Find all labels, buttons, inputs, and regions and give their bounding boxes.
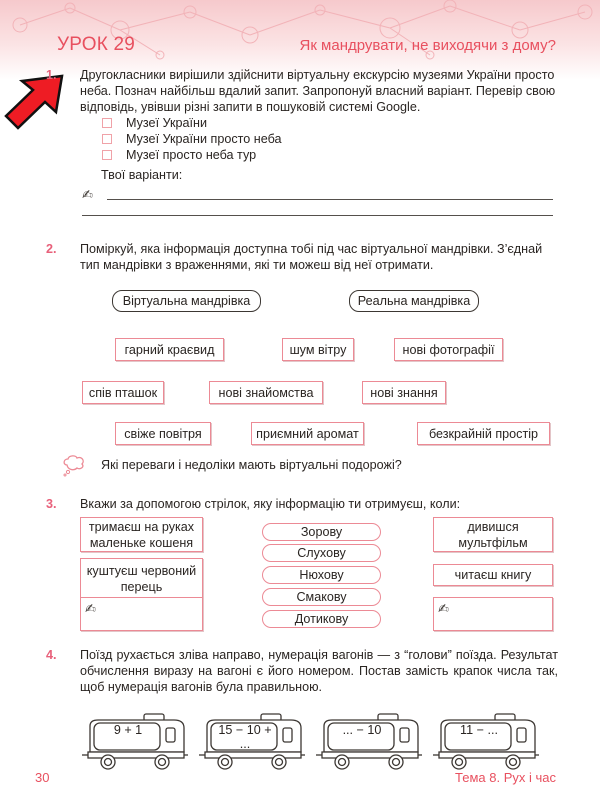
task-2 bbox=[46, 241, 558, 273]
impression-box[interactable]: спів пташок bbox=[82, 381, 164, 404]
task-3-text: 3. Вкажи за допомогою стрілок, яку інформацію ти отримуєш, коли: bbox=[46, 497, 461, 511]
impression-box[interactable]: безкрайній простір bbox=[417, 422, 550, 445]
task-2-text: 2. Поміркуй, яка інформація доступна тобі під час віртуальної мандрівки. З’єднай тип мандрівки з враженнями, які ти можеш від неї отримати. bbox=[46, 242, 543, 272]
lesson-number: УРОК 29 bbox=[57, 34, 135, 55]
wagon-expression[interactable]: 15 − 10 + ... bbox=[218, 723, 272, 751]
wagon-4 bbox=[433, 712, 539, 770]
sense-dotykova[interactable]: Дотикову bbox=[262, 610, 381, 628]
answer-line-2[interactable] bbox=[82, 215, 553, 216]
impression-box[interactable]: нові знання bbox=[362, 381, 446, 404]
discussion-question: Які переваги і недоліки мають віртуальні подорожі? bbox=[101, 458, 402, 472]
pencil-icon: ✍ bbox=[82, 187, 93, 202]
train-wagon-icon bbox=[433, 712, 539, 770]
situation-box[interactable]: читаєш книгу bbox=[433, 564, 553, 586]
sense-smakova[interactable]: Смакову bbox=[262, 588, 381, 606]
sense-zorova[interactable]: Зорову bbox=[262, 523, 381, 541]
situation-box[interactable]: дивишся мультфільм bbox=[433, 517, 553, 552]
lesson-title: Як мандрувати, не виходячи з дому? bbox=[299, 37, 556, 54]
pencil-icon: ✍ bbox=[438, 601, 449, 616]
checkbox[interactable] bbox=[102, 150, 112, 160]
impression-box[interactable]: шум вітру bbox=[282, 338, 354, 361]
impression-box[interactable]: гарний краєвид bbox=[115, 338, 224, 361]
sense-nyuhova[interactable]: Нюхову bbox=[262, 566, 381, 584]
variants-label: Твої варіанти: bbox=[101, 168, 183, 182]
wagon-expression[interactable]: 11 − ... bbox=[460, 723, 498, 737]
checkbox[interactable] bbox=[102, 118, 112, 128]
answer-line-1[interactable] bbox=[107, 199, 553, 200]
blank-situation-box[interactable] bbox=[433, 597, 553, 631]
page-number: 30 bbox=[35, 770, 50, 785]
task-3 bbox=[46, 496, 558, 512]
train-wagon-icon bbox=[82, 712, 188, 770]
wagon-expression: 9 + 1 bbox=[113, 723, 143, 737]
task-1 bbox=[46, 67, 558, 115]
wagon-3 bbox=[316, 712, 422, 770]
situation-box[interactable]: тримаєш на руках маленьке кошеня bbox=[80, 517, 203, 552]
impression-box[interactable]: приємний аромат bbox=[251, 422, 364, 445]
wagon-1 bbox=[82, 712, 188, 770]
sense-sluhova[interactable]: Слухову bbox=[262, 544, 381, 562]
impression-box[interactable]: нові фотографії bbox=[394, 338, 503, 361]
task-4 bbox=[46, 647, 558, 695]
wagon-2 bbox=[199, 712, 305, 770]
train-wagon-icon bbox=[316, 712, 422, 770]
task-4-text: 4. Поїзд рухається зліва направо, нумерація вагонів — з “голови” поїзда. Результат обчислення виразу на вагоні є його номером. Постав замість крапок числа так, щоб нумерація вагонів була правильною. bbox=[46, 648, 558, 694]
checkbox[interactable] bbox=[102, 134, 112, 144]
impression-box[interactable]: свіже повітря bbox=[115, 422, 211, 445]
theme-label: Тема 8. Рух і час bbox=[455, 770, 556, 785]
option-1[interactable]: Музеї України bbox=[102, 116, 207, 130]
red-pointer-arrow-icon bbox=[4, 72, 66, 132]
virtual-trip-pill[interactable]: Віртуальна мандрівка bbox=[112, 290, 261, 312]
pencil-icon: ✍ bbox=[85, 601, 96, 616]
wagon-expression[interactable]: ... − 10 bbox=[342, 723, 382, 737]
situation-box[interactable]: куштуєш червоний перець bbox=[80, 558, 203, 600]
option-2[interactable]: Музеї України просто неба bbox=[102, 132, 282, 146]
thought-bubble-icon bbox=[62, 455, 86, 477]
real-trip-pill[interactable]: Реальна мандрівка bbox=[349, 290, 479, 312]
impression-box[interactable]: нові знайомства bbox=[209, 381, 323, 404]
blank-situation-box[interactable] bbox=[80, 597, 203, 631]
task-1-text: 1. Другокласники вирішили здійснити віртуальну екскурсію музеями України просто неба. Познач найбільш вдалий запит. Запропонуй власний варіант. Перевір свою відповідь, увівши різні запити в пошуковій системі Google. bbox=[46, 68, 556, 114]
option-3[interactable]: Музеї просто неба тур bbox=[102, 148, 256, 162]
